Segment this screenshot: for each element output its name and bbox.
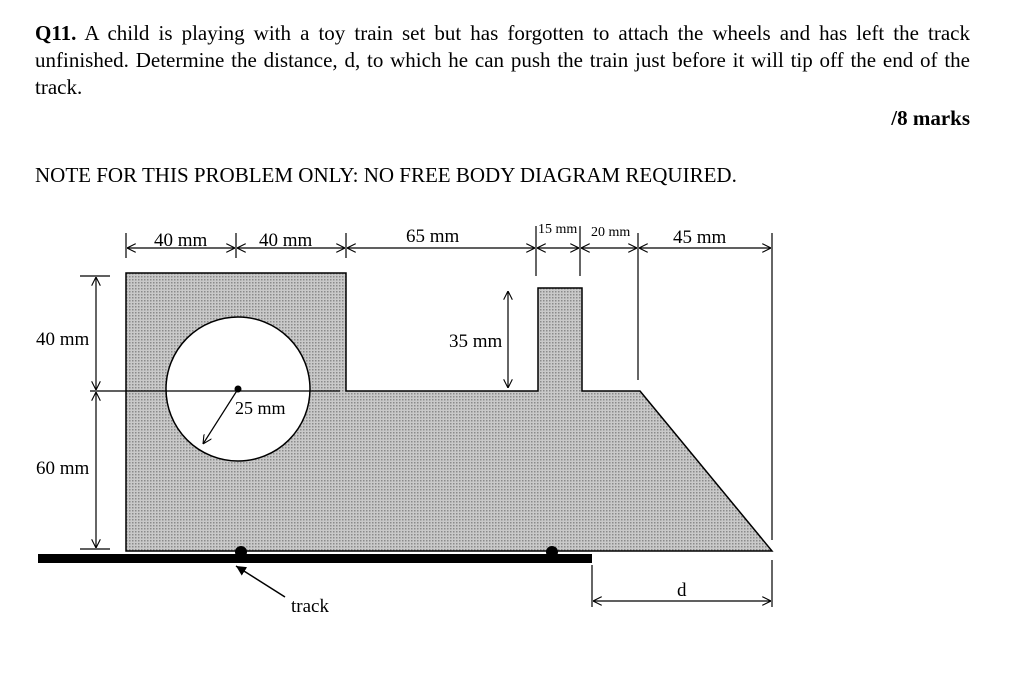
dim-label-45: 45 mm: [673, 227, 727, 248]
contact-point-left: [235, 546, 247, 558]
track: [38, 554, 592, 563]
note-text: NOTE FOR THIS PROBLEM ONLY: NO FREE BODY DIAGRAM REQUIRED.: [35, 163, 737, 187]
question-number: Q11.: [35, 21, 77, 45]
track-label: track: [291, 596, 329, 617]
dim-label-65: 65 mm: [406, 226, 460, 247]
dim-label-15: 15 mm: [538, 222, 578, 237]
marks-label: /8 marks: [891, 106, 970, 130]
d-label: d: [677, 580, 687, 601]
dim-label-20: 20 mm: [591, 225, 631, 240]
contact-point-right: [546, 546, 558, 558]
dim-label-40b: 40 mm: [259, 230, 313, 251]
radius-label: 25 mm: [235, 398, 286, 418]
question-body: A child is playing with a toy train set but has forgotten to attach the wheels and has left the track unfinished. Determine the distance, d, to which he can push the train just before it will tip off the end of the track.: [35, 21, 970, 99]
left-dimension-lines: [80, 276, 110, 549]
dim-label-vertical-60: 60 mm: [36, 458, 90, 479]
track-pointer-arrow: [236, 566, 285, 597]
dim-label-35: 35 mm: [449, 331, 503, 352]
dim-label-40a: 40 mm: [154, 230, 208, 251]
dim-label-vertical-40: 40 mm: [36, 329, 90, 350]
